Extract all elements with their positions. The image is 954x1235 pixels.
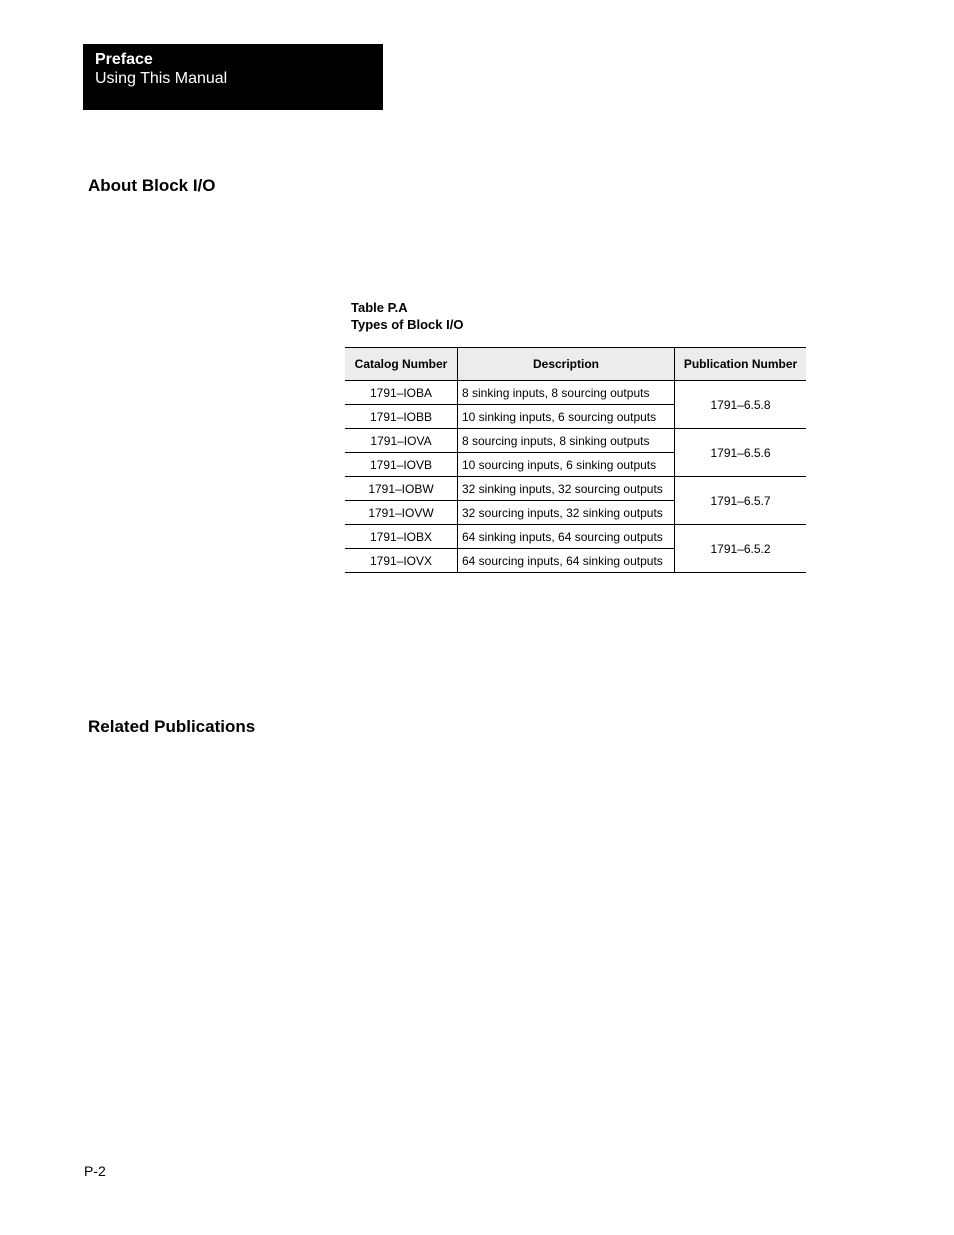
table-caption	[351, 299, 463, 333]
table-number: Table P.A	[351, 300, 408, 315]
description-cell: 32 sourcing inputs, 32 sinking outputs	[458, 501, 675, 525]
catalog-cell: 1791–IOBA	[345, 381, 458, 405]
table-header-row	[345, 348, 806, 381]
description-cell: 8 sinking inputs, 8 sourcing outputs	[458, 381, 675, 405]
column-header-publication: Publication Number	[675, 348, 807, 381]
section-heading-related: Related Publications	[88, 717, 256, 736]
section-heading-about: About Block I/O	[88, 176, 216, 195]
catalog-cell: 1791–IOBW	[345, 477, 458, 501]
publication-cell: 1791–6.5.2	[675, 525, 807, 573]
table-row	[345, 381, 806, 405]
catalog-cell: 1791–IOBX	[345, 525, 458, 549]
page-number: P-2	[84, 1163, 106, 1179]
description-cell: 64 sinking inputs, 64 sourcing outputs	[458, 525, 675, 549]
description-cell: 10 sinking inputs, 6 sourcing outputs	[458, 405, 675, 429]
column-header-catalog: Catalog Number	[345, 348, 458, 381]
catalog-cell: 1791–IOVA	[345, 429, 458, 453]
description-cell: 8 sourcing inputs, 8 sinking outputs	[458, 429, 675, 453]
column-header-description: Description	[458, 348, 675, 381]
description-cell: 32 sinking inputs, 32 sourcing outputs	[458, 477, 675, 501]
chapter-subtitle: Using This Manual	[95, 70, 228, 87]
catalog-cell: 1791–IOVW	[345, 501, 458, 525]
table-title: Types of Block I/O	[351, 317, 464, 332]
catalog-cell: 1791–IOVB	[345, 453, 458, 477]
table-row	[345, 477, 806, 501]
catalog-cell: 1791–IOBB	[345, 405, 458, 429]
description-cell: 10 sourcing inputs, 6 sinking outputs	[458, 453, 675, 477]
description-cell: 64 sourcing inputs, 64 sinking outputs	[458, 549, 675, 573]
chapter-header	[83, 44, 383, 110]
chapter-title: Preface	[95, 51, 153, 68]
catalog-cell: 1791–IOVX	[345, 549, 458, 573]
publication-cell: 1791–6.5.6	[675, 429, 807, 477]
publication-cell: 1791–6.5.7	[675, 477, 807, 525]
table-row	[345, 429, 806, 453]
publication-cell: 1791–6.5.8	[675, 381, 807, 429]
block-io-table	[345, 347, 806, 573]
table-row	[345, 525, 806, 549]
